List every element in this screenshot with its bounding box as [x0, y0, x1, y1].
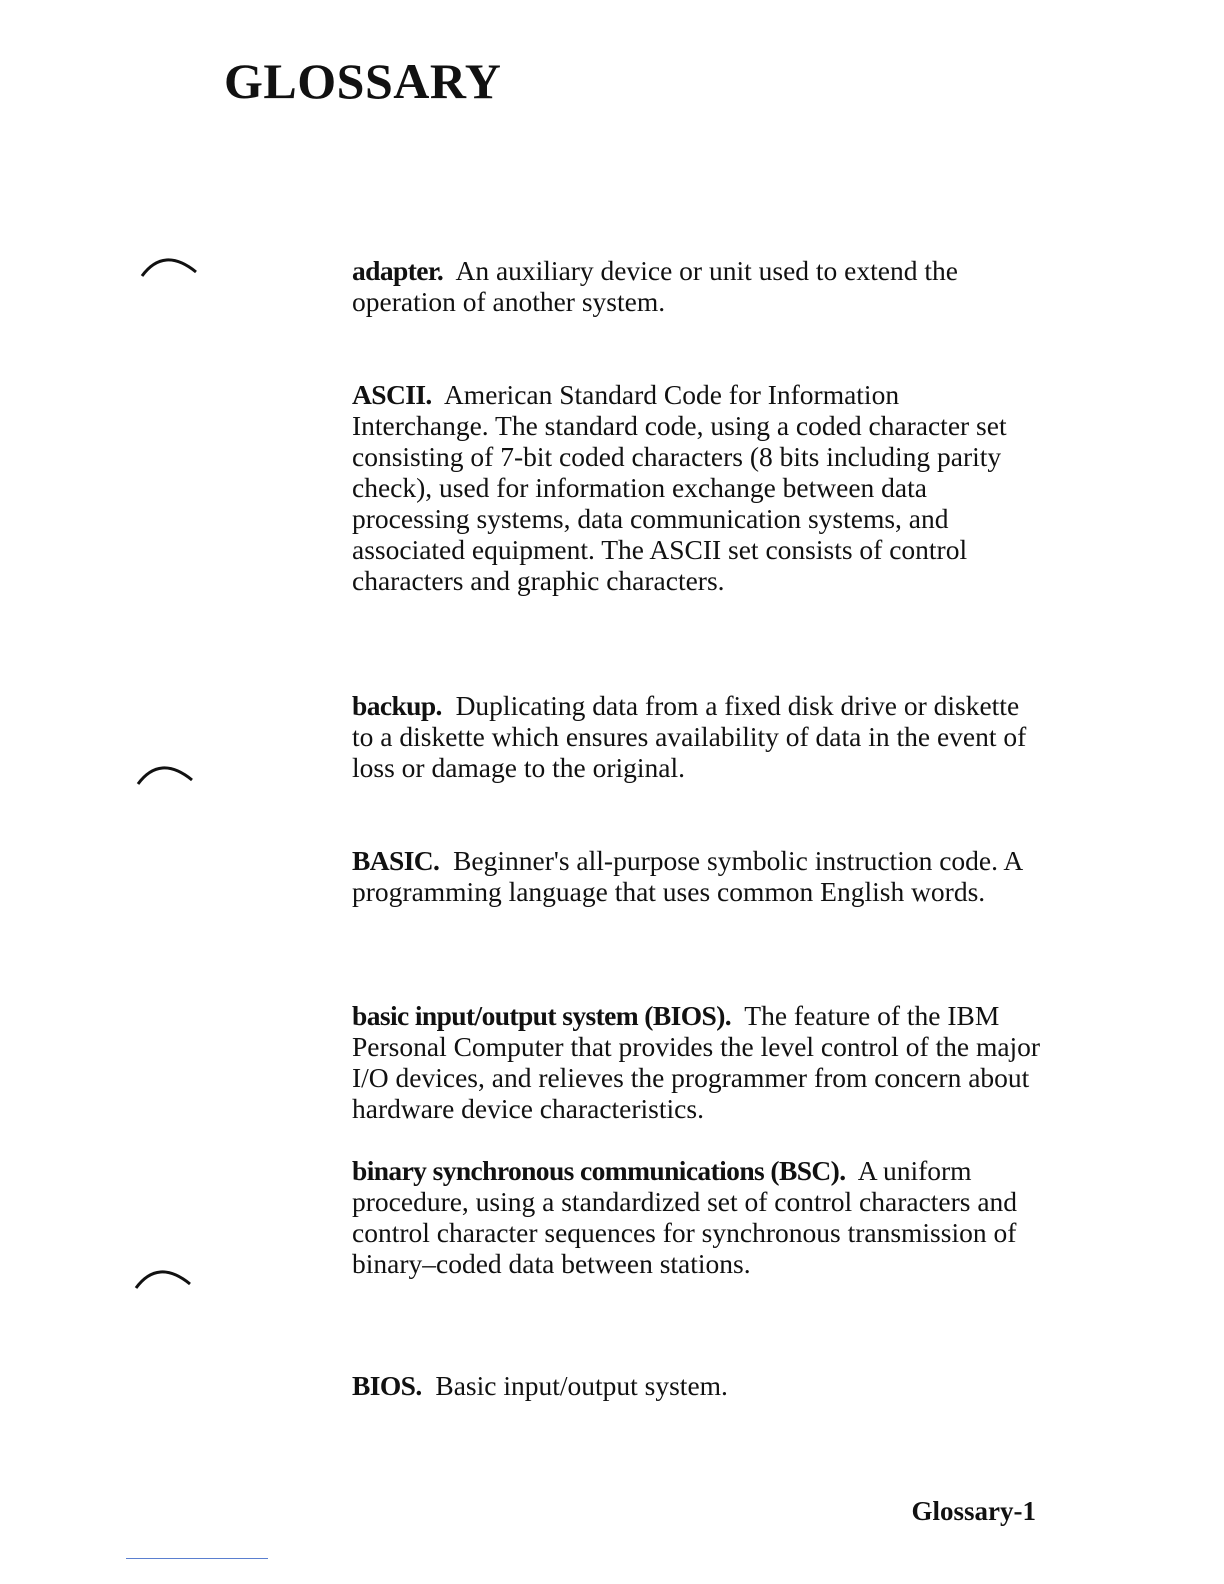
glossary-term: binary synchronous communications (BSC).: [352, 1155, 846, 1186]
glossary-entry-bsc: [352, 1155, 1042, 1279]
glossary-definition: Duplicating data from a fixed disk drive or diskette to a diskette which ensures availability of data in the event of loss or damage to the original.: [352, 690, 1027, 783]
glossary-entry-basic: [352, 845, 1042, 907]
glossary-definition: A uniform procedure, using a standardized set of control characters and control character sequences for synchronous transmission of binary–coded data between stations.: [352, 1155, 1018, 1279]
glossary-entry-backup: [352, 690, 1042, 783]
bottom-rule: [126, 1558, 268, 1559]
glossary-term: adapter.: [352, 255, 444, 286]
glossary-entry-ascii: [352, 379, 1042, 596]
glossary-term: ASCII.: [352, 379, 432, 410]
binder-hole-mark-top: [140, 250, 204, 280]
binder-hole-mark-bottom: [134, 1262, 198, 1292]
glossary-definition: Beginner's all-purpose symbolic instruction code. A programming language that uses common English words.: [352, 845, 1022, 907]
glossary-term: basic input/output system (BIOS).: [352, 1000, 732, 1031]
glossary-definition: An auxiliary device or unit used to extend the operation of another system.: [352, 255, 958, 317]
glossary-definition: The feature of the IBM Personal Computer that provides the level control of the major I/O devices, and relieves the programmer from concern about hardware device characteristics.: [352, 1000, 1041, 1124]
glossary-term: backup.: [352, 690, 442, 721]
glossary-definition: Basic input/output system.: [435, 1370, 728, 1401]
page-title: GLOSSARY: [224, 53, 502, 109]
glossary-term: BASIC.: [352, 845, 440, 876]
binder-hole-mark-middle: [136, 758, 200, 788]
glossary-entry-bios-full: [352, 1000, 1042, 1124]
glossary-entry-adapter: [352, 255, 1042, 317]
glossary-definition: American Standard Code for Information Interchange. The standard code, using a coded character set consisting of 7-bit coded characters (8 bits including parity check), used for information exchange between data processing systems, data communication systems, and associated equipment. The ASCII set consists of control characters and graphic characters.: [352, 379, 1007, 596]
page-footer: Glossary-1: [911, 1496, 1036, 1526]
glossary-entry-bios: [352, 1370, 1042, 1401]
glossary-term: BIOS.: [352, 1370, 422, 1401]
